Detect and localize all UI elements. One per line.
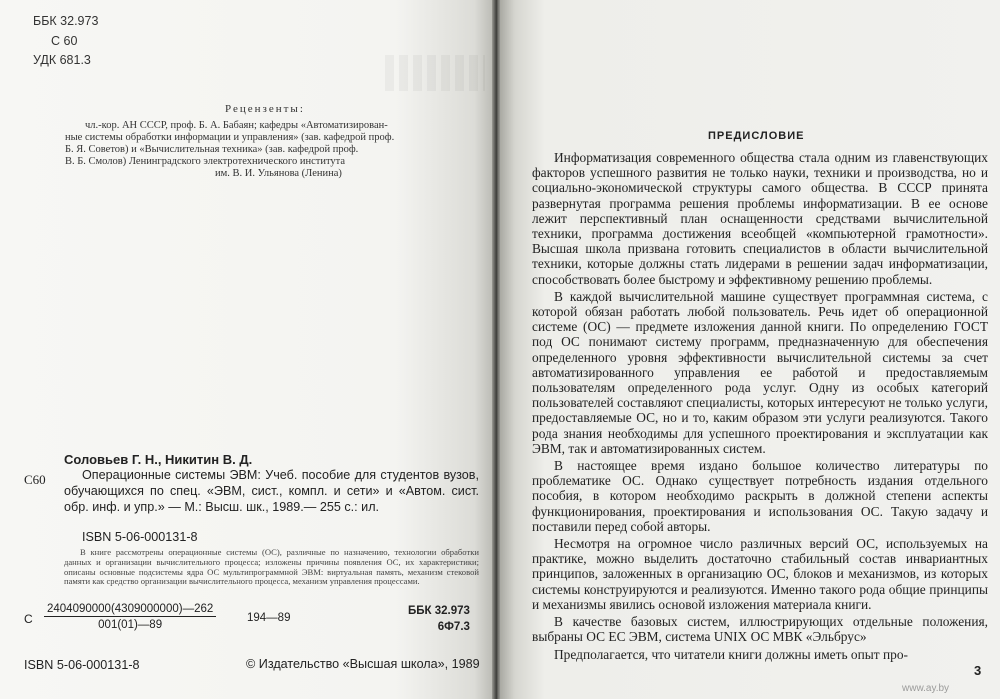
authors: Соловьев Г. Н., Никитин В. Д. — [64, 452, 253, 467]
preface-body — [532, 150, 988, 664]
reviewers-line: В. Б. Смолов) Ленинградского электротехнического института — [65, 156, 346, 167]
reviewers-heading: Рецензенты: — [225, 103, 305, 115]
preface-paragraph: Информатизация современного общества стала одним из главенствующих факторов успешного развития не только науки, техники и производства, но и социально-экономической структуры самого общества. В СССР принята развернутая программа решения проблемы информатизации. В ее основе лежит перспективный план оснащенности средствами вычислительной техники, программа достижения всеобщей «компьютерной грамотности». Высшая школа призвана готовить специалистов в области вычислительной техники, которые должны стать лидерами в решении задач информатизации, способствовать более быстрому и эффективному решению проблемы. — [532, 150, 988, 287]
udk-code: УДК 681.3 — [33, 53, 91, 67]
index-bottom: 6Ф7.3 — [437, 621, 470, 633]
preface-paragraph: Предполагается, что читатели книги должны иметь опыт про- — [554, 646, 908, 662]
library-code: С60 — [24, 472, 46, 487]
preface-paragraph: Несмотря на огромное число различных версий ОС, используемых на практике, можно выделить достаточно стабильный состав инвариантных принципов, заложенных в организацию ОС, блоков и механизмов, из которых системы конструируются и реализуются. Именно такого рода общие принципы и механизмы явились основой изложения материала книги. — [532, 536, 988, 612]
reviewers-line: им. В. И. Ульянова (Ленина) — [215, 168, 342, 179]
formula-numerator: 2404090000(4309000000)—262 — [44, 603, 216, 617]
preface-title: ПРЕДИСЛОВИЕ — [708, 130, 805, 142]
reviewers-line: Б. Я. Советов) и «Вычислительная техника» (зав. кафедрой проф. — [65, 144, 359, 155]
isbn-top: ISBN 5-06-000131-8 — [82, 530, 198, 544]
formula-denominator: 001(01)—89 — [98, 619, 163, 631]
page-number: 3 — [974, 663, 982, 678]
preface-paragraph: В каждой вычислительной машине существует программная система, с которой обязан работать любой пользователь. Речь идет об операционной системе (ОС) — предмете изложения данной книги. По определению ГОСТ под ОС понимают систему программ, предназначенную для обеспечения определенного уровня эффективности вычислительной системы за счет автоматизированного управления ее работой и предоставляемым пользователям определенного рода услуг. Одну из особых категорий пользователей составляют специалисты, которых интересуют не только услуги, предоставляемые ОС, но и то, каким образом эти услуги реализуются. Такого рода знания необходимы для успешного проектирования и эксплуатации как ЭВМ, так и автоматизированных систем. — [532, 288, 988, 456]
formula-letter: С — [24, 612, 33, 626]
bbk-bottom: ББК 32.973 — [408, 605, 470, 617]
author-sign-code: С 60 — [51, 33, 78, 48]
preface-paragraph: В качестве базовых систем, иллюстрирующих отдельные положения, выбраны ОС ЕС ЭВМ, система UNIX ОС МВК «Эльбрус» — [532, 614, 988, 645]
reviewers-line: ные системы обработки информации и управления» (зав. кафедрой проф. — [65, 132, 395, 143]
bbk-code: ББК 32.973 — [33, 14, 99, 28]
watermark: www.ay.by — [902, 683, 950, 694]
order-number: 194—89 — [247, 612, 291, 624]
bibliographic-description: Операционные системы ЭВМ: Учеб. пособие для студентов вузов, обучающихся по спец. «ЭВМ, сист., компл. и сети» и «Автом. сист. обр. инф. и упр.» — М.: Высш. шк., 1989.— 255 с.: ил. — [64, 468, 479, 514]
reviewers-line: чл.-кор. АН СССР, проф. Б. А. Бабаян; кафедры «Автоматизирован- — [85, 120, 388, 131]
copyright: © Издательство «Высшая школа», 1989 — [246, 657, 480, 671]
preface-paragraph: В настоящее время издано большое количество литературы по проблематике ОС. Однако существует потребность издания отдельного пособия, в котором необходимо раскрыть в должной степени аспекты функционирования, проектирования и использования ОС. Такую задачу и поставили перед собой авторы. — [532, 458, 988, 534]
annotation: В книге рассмотрены операционные системы (ОС), различные по назначению, технологии обработки данных и организации вычислительного процесса; изложены причины появления ОС, их характеристики; описаны основные подсистемы ядра ОС мультипрограммной ЭВМ: виртуальная память, механизм стековой памяти как средство организации вычислительного процесса, механизм управления процессами. — [64, 547, 479, 587]
isbn-bottom: ISBN 5-06-000131-8 — [24, 658, 140, 672]
